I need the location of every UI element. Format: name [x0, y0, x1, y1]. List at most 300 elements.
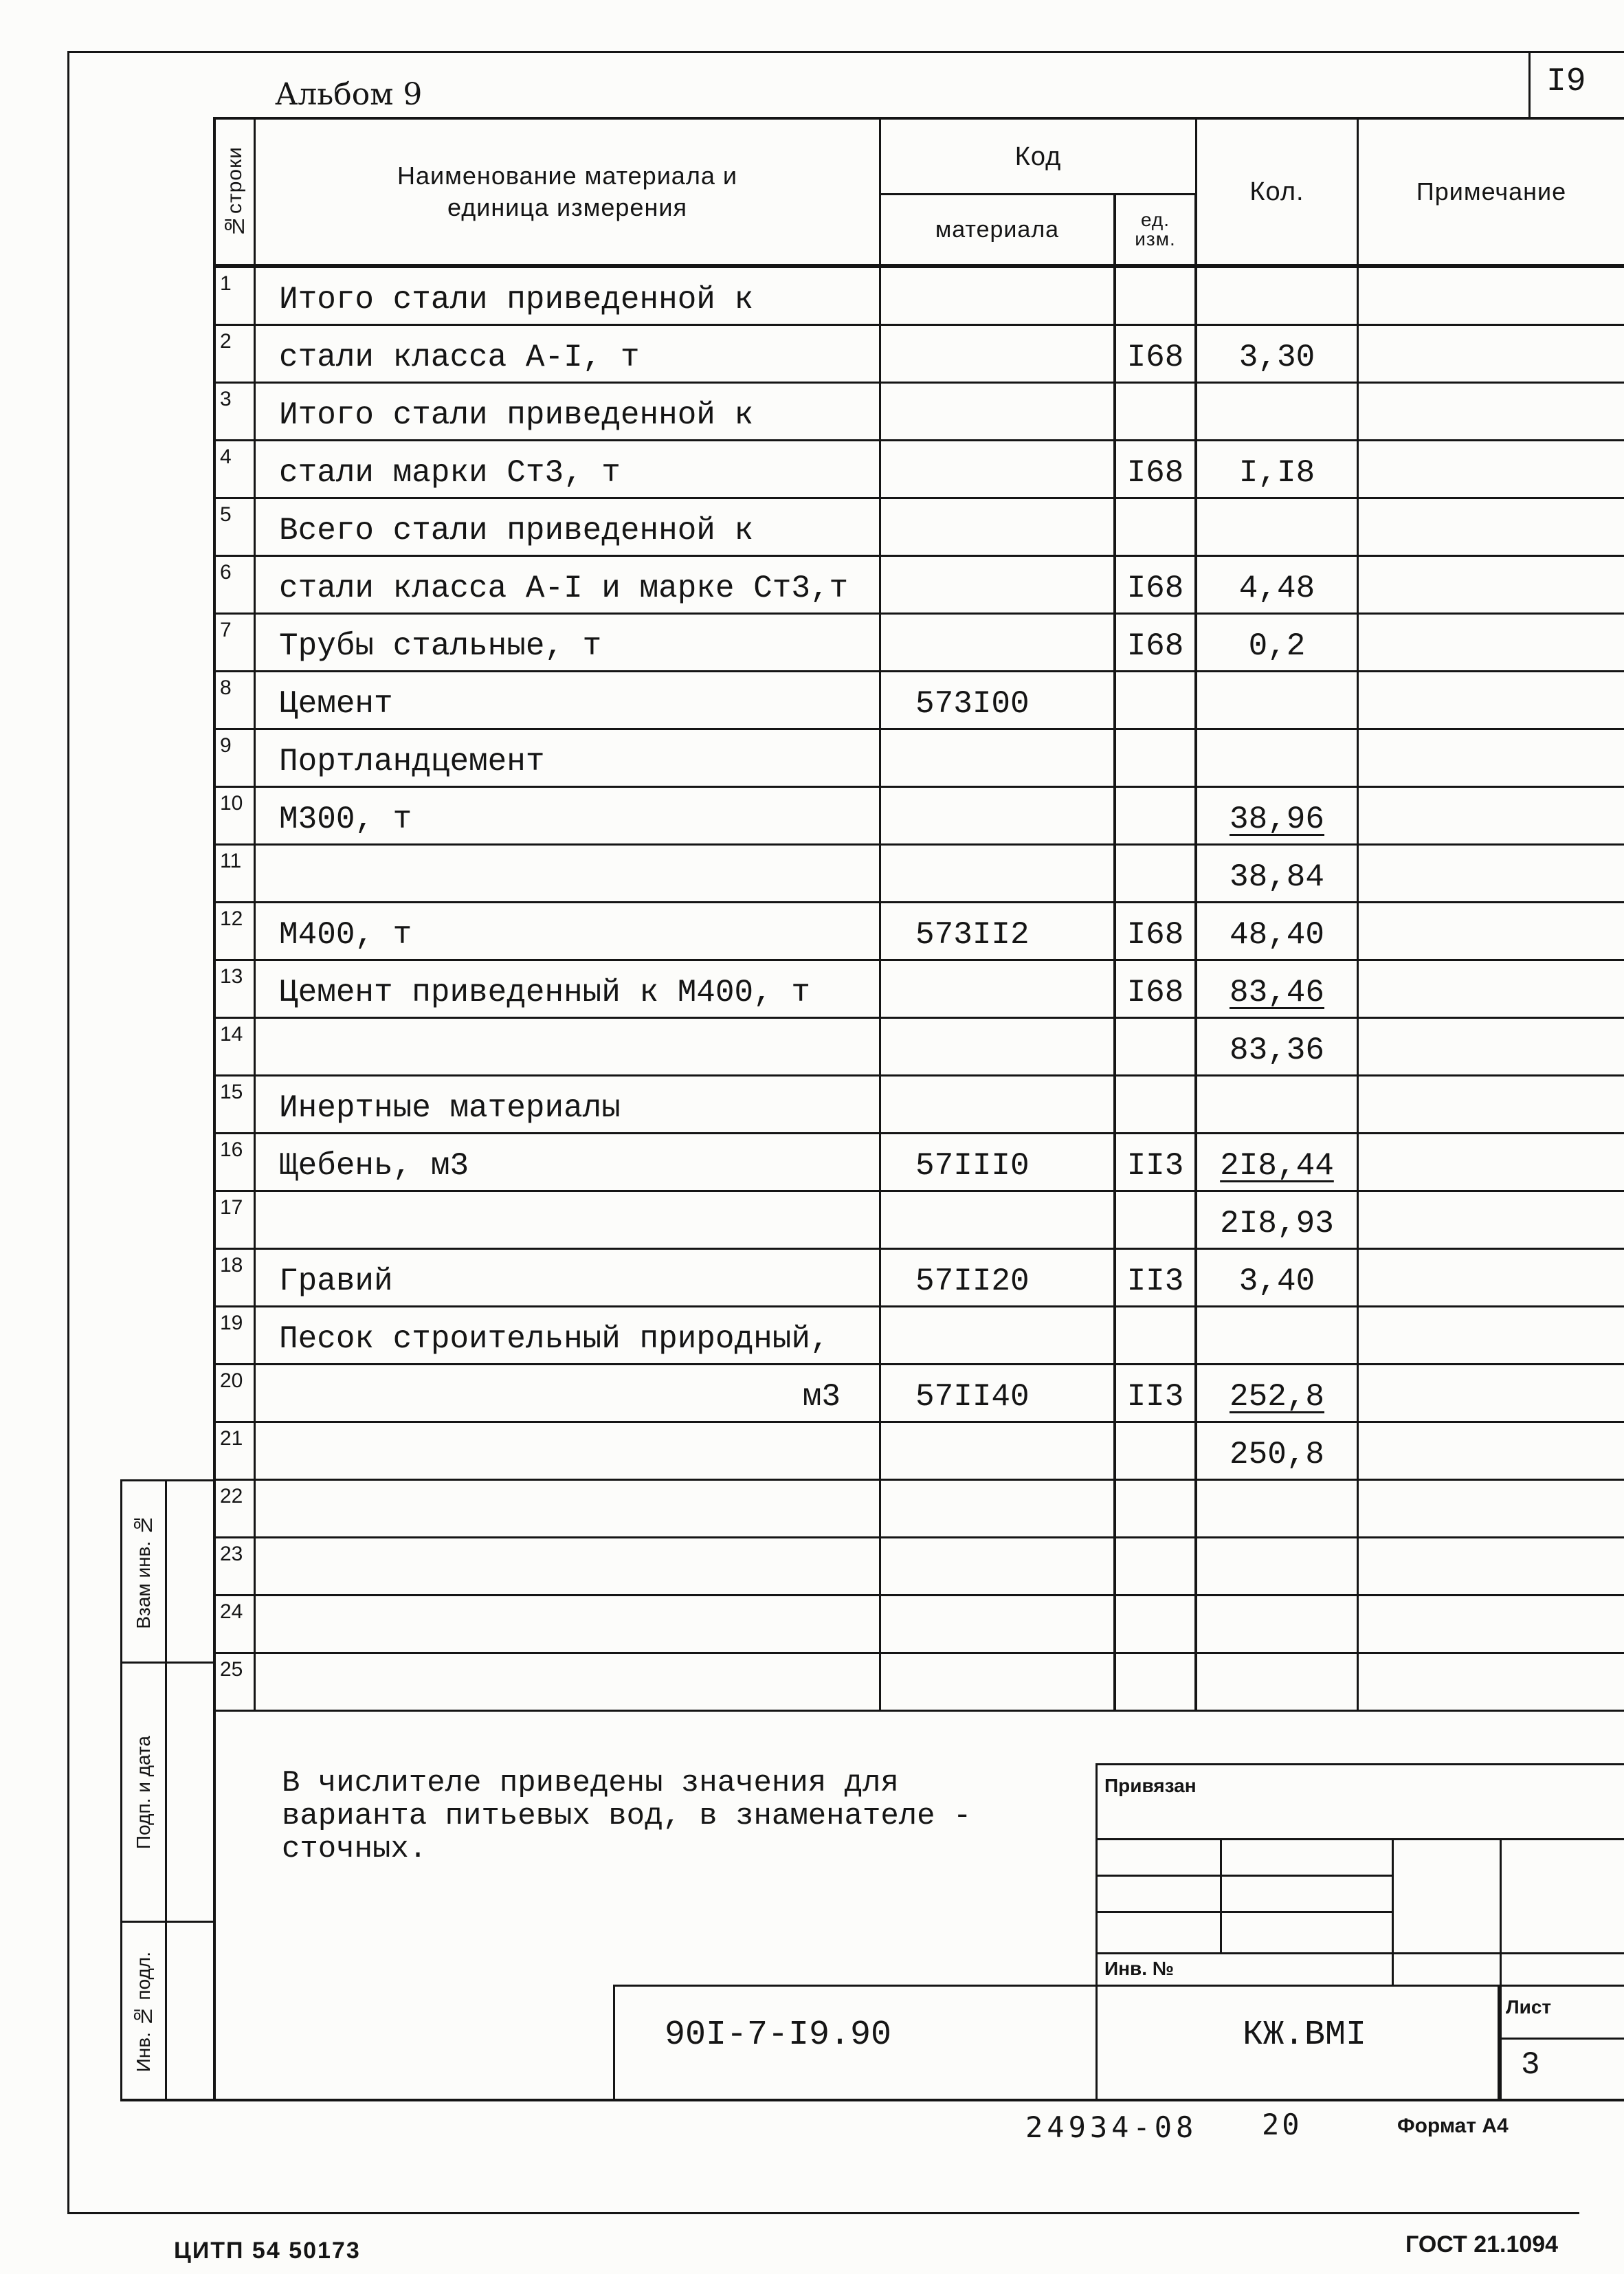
quantity-text: 2I8,93 [1220, 1205, 1334, 1241]
table-row [216, 499, 1624, 557]
quantity-text: 48,40 [1229, 916, 1325, 953]
quantity-text: 3,40 [1238, 1263, 1315, 1299]
row-number-text: 5 [220, 503, 232, 526]
material-code [881, 557, 1116, 615]
quantity-text: 0,2 [1248, 628, 1306, 664]
unit-code-text: I68 [1126, 454, 1184, 491]
stamp-grid-line [1098, 1838, 1624, 1840]
table-row [216, 615, 1624, 672]
footnote-text [282, 1767, 971, 1866]
material-name [256, 903, 881, 961]
material-code [881, 1596, 1116, 1654]
quantity [1197, 1654, 1359, 1712]
note-cell [1359, 1250, 1624, 1307]
frame-bottom-line [67, 2212, 1579, 2214]
table-row [216, 1654, 1624, 1712]
stamp-grid-line [1220, 1838, 1222, 1952]
material-name [256, 1596, 881, 1654]
note-cell [1359, 1134, 1624, 1192]
row-number-text: 8 [220, 676, 232, 699]
unit-code [1116, 1019, 1197, 1077]
unit-code [1116, 557, 1197, 615]
row-number-text: 16 [220, 1138, 243, 1161]
quantity [1197, 615, 1359, 672]
sheet-number: 3 [1521, 2047, 1540, 2083]
row-number [216, 903, 256, 961]
header-material-name [256, 120, 881, 266]
note-cell [1359, 1596, 1624, 1654]
material-name [256, 1481, 881, 1538]
copy-number: 20 [1262, 2108, 1302, 2141]
material-name [256, 788, 881, 846]
material-code [881, 1307, 1116, 1365]
row-number [216, 1481, 256, 1538]
material-code [881, 903, 1116, 961]
table-row [216, 384, 1624, 441]
stamp-replaced-inventory-value [167, 1481, 216, 1664]
material-name-text: М400, т [279, 916, 412, 953]
quantity-text: 3,30 [1238, 339, 1315, 375]
unit-code [1116, 672, 1197, 730]
material-code [881, 268, 1116, 326]
table-row [216, 846, 1624, 903]
quantity [1197, 326, 1359, 384]
note-cell [1359, 384, 1624, 441]
material-name [256, 846, 881, 903]
row-number [216, 1654, 256, 1712]
quantity-text: 252,8 [1229, 1378, 1325, 1415]
table-row [216, 961, 1624, 1019]
unit-code [1116, 961, 1197, 1019]
header-material-name-line2: единица измерения [447, 193, 687, 221]
sheet-label: Лист [1506, 1996, 1552, 2018]
stamp-original-inventory-value [167, 1923, 216, 2101]
row-number [216, 788, 256, 846]
row-number [216, 1134, 256, 1192]
unit-code [1116, 1250, 1197, 1307]
row-number [216, 615, 256, 672]
table-row [216, 326, 1624, 384]
quantity-text: 83,36 [1229, 1032, 1325, 1068]
unit-code [1116, 1423, 1197, 1481]
header-code-unit-line1: ед. [1140, 209, 1170, 230]
note-cell [1359, 961, 1624, 1019]
row-number [216, 1365, 256, 1423]
header-code: Код [881, 120, 1197, 195]
header-material-name-line1: Наименование материала и [397, 162, 737, 190]
quantity-text: 38,84 [1229, 859, 1325, 895]
note-cell [1359, 557, 1624, 615]
unit-code-text: I68 [1126, 570, 1184, 606]
row-number-text: 3 [220, 388, 232, 410]
table-row [216, 730, 1624, 788]
row-number [216, 1250, 256, 1307]
row-number-text: 23 [220, 1543, 243, 1565]
unit-code [1116, 499, 1197, 557]
quantity-text: 83,46 [1229, 974, 1325, 1011]
material-code-text: 57II20 [915, 1263, 1030, 1299]
quantity [1197, 903, 1359, 961]
material-code [881, 1250, 1116, 1307]
unit-code-text: II3 [1126, 1147, 1184, 1184]
inner-frame-bottom-line [120, 2099, 1624, 2101]
material-code [881, 1481, 1116, 1538]
note-cell [1359, 1365, 1624, 1423]
row-number [216, 499, 256, 557]
stamp-grid-line [1098, 1875, 1392, 1877]
quantity [1197, 1538, 1359, 1596]
quantity [1197, 730, 1359, 788]
material-code-text: 57III0 [915, 1147, 1030, 1184]
row-number [216, 1596, 256, 1654]
quantity [1197, 1365, 1359, 1423]
material-name-text: м3 [802, 1378, 841, 1415]
material-name [256, 672, 881, 730]
stamp-grid-line [1098, 1952, 1624, 1954]
quantity [1197, 1307, 1359, 1365]
header-code-unit [1116, 195, 1197, 266]
material-code [881, 1538, 1116, 1596]
unit-code [1116, 1077, 1197, 1134]
row-number [216, 1019, 256, 1077]
row-number-text: 6 [220, 561, 232, 584]
material-code-text: 573I00 [915, 685, 1030, 722]
table-body [216, 268, 1624, 1712]
row-number-text: 24 [220, 1600, 243, 1623]
row-number [216, 268, 256, 326]
material-name [256, 557, 881, 615]
row-number [216, 1192, 256, 1250]
unit-code [1116, 1307, 1197, 1365]
side-stamp [120, 1479, 216, 2101]
materials-table [213, 117, 1624, 1712]
material-code [881, 1192, 1116, 1250]
row-number-text: 12 [220, 907, 243, 930]
row-number-text: 14 [220, 1023, 243, 1046]
material-code [881, 672, 1116, 730]
row-number-text: 18 [220, 1254, 243, 1277]
footnote-line: В числителе приведены значения для [282, 1766, 899, 1800]
table-header [216, 120, 1624, 268]
table-row [216, 441, 1624, 499]
table-row [216, 1538, 1624, 1596]
footnote-line: сточных. [282, 1832, 427, 1866]
material-code [881, 1423, 1116, 1481]
row-number-text: 20 [220, 1369, 243, 1392]
unit-code [1116, 1538, 1197, 1596]
note-cell [1359, 499, 1624, 557]
header-code-unit-line2: изм. [1135, 228, 1176, 250]
note-cell [1359, 788, 1624, 846]
table-row [216, 1596, 1624, 1654]
row-number [216, 672, 256, 730]
material-code [881, 730, 1116, 788]
quantity-text: 250,8 [1229, 1436, 1325, 1472]
row-number-text: 7 [220, 619, 232, 641]
quantity [1197, 961, 1359, 1019]
material-name-text: Итого стали приведенной к [279, 397, 754, 433]
unit-code [1116, 730, 1197, 788]
note-cell [1359, 1077, 1624, 1134]
material-name-text: стали марки Ст3, т [279, 454, 621, 491]
material-name-text: Всего стали приведенной к [279, 512, 754, 549]
quantity [1197, 846, 1359, 903]
material-name [256, 1365, 881, 1423]
unit-code [1116, 788, 1197, 846]
header-note: Примечание [1359, 120, 1624, 266]
unit-code-text: I68 [1126, 339, 1184, 375]
material-code [881, 441, 1116, 499]
unit-code [1116, 1654, 1197, 1712]
quantity [1197, 1596, 1359, 1654]
header-row-number-text: №строки [223, 146, 246, 237]
sheet-cell-border [1498, 1987, 1500, 2099]
row-number [216, 384, 256, 441]
row-number [216, 1423, 256, 1481]
note-cell [1359, 903, 1624, 961]
page-number-box [1528, 51, 1531, 117]
unit-code-text: II3 [1126, 1263, 1184, 1299]
material-name [256, 1192, 881, 1250]
material-name-text: Щебень, м3 [279, 1147, 469, 1184]
stamp-signature-date-value [167, 1664, 216, 1923]
quantity [1197, 441, 1359, 499]
frame-left-line [67, 51, 69, 2214]
row-number [216, 961, 256, 1019]
table-row [216, 672, 1624, 730]
material-name-text: Цемент приведенный к М400, т [279, 974, 810, 1011]
footnote-line: варианта питьевых вод, в знаменателе - [282, 1799, 972, 1833]
note-cell [1359, 1019, 1624, 1077]
material-name [256, 268, 881, 326]
note-cell [1359, 615, 1624, 672]
table-row [216, 1134, 1624, 1192]
note-cell [1359, 268, 1624, 326]
quantity-text: 2I8,44 [1220, 1147, 1334, 1184]
page-number: I9 [1546, 63, 1586, 100]
table-row [216, 1077, 1624, 1134]
row-number-text: 2 [220, 330, 232, 353]
material-name-text: Песок строительный природный, [279, 1321, 830, 1357]
stamp-grid-line [1098, 1911, 1392, 1913]
unit-code [1116, 268, 1197, 326]
material-code-text: 573II2 [915, 916, 1030, 953]
material-name-text: Итого стали приведенной к [279, 281, 754, 318]
quantity [1197, 1423, 1359, 1481]
quantity-text: 38,96 [1229, 801, 1325, 837]
material-name-text: стали класса А-I и марке Ст3,т [279, 570, 849, 606]
note-cell [1359, 1192, 1624, 1250]
table-row [216, 1019, 1624, 1077]
material-name [256, 1077, 881, 1134]
row-number [216, 1538, 256, 1596]
table-row [216, 1481, 1624, 1538]
unit-code [1116, 615, 1197, 672]
document-code: 90I-7-I9.90 [665, 2016, 892, 2055]
material-name [256, 1423, 881, 1481]
table-row [216, 1192, 1624, 1250]
table-row [216, 1307, 1624, 1365]
material-code [881, 1019, 1116, 1077]
quantity [1197, 672, 1359, 730]
material-code [881, 326, 1116, 384]
quantity [1197, 1250, 1359, 1307]
quantity-text: 4,48 [1238, 570, 1315, 606]
row-number-text: 19 [220, 1312, 243, 1334]
quantity [1197, 499, 1359, 557]
material-name-text: стали класса А-I, т [279, 339, 640, 375]
material-code-text: 57II40 [915, 1378, 1030, 1415]
stamp-grid-line [1392, 1838, 1394, 1987]
material-code [881, 1134, 1116, 1192]
quantity [1197, 1019, 1359, 1077]
material-name [256, 1134, 881, 1192]
note-cell [1359, 441, 1624, 499]
quantity [1197, 1134, 1359, 1192]
order-number: 24934-08 [1025, 2110, 1198, 2144]
material-name [256, 1654, 881, 1712]
header-quantity: Кол. [1197, 120, 1359, 266]
note-cell [1359, 1538, 1624, 1596]
material-code [881, 1365, 1116, 1423]
row-number-text: 10 [220, 792, 243, 815]
unit-code [1116, 1596, 1197, 1654]
material-name-text: Цемент [279, 685, 393, 722]
material-code [881, 846, 1116, 903]
material-name [256, 1019, 881, 1077]
row-number-text: 4 [220, 445, 232, 468]
sheet-cell-divider [1498, 2038, 1624, 2040]
note-cell [1359, 1654, 1624, 1712]
quantity [1197, 384, 1359, 441]
material-code [881, 1654, 1116, 1712]
material-name [256, 730, 881, 788]
note-cell [1359, 1307, 1624, 1365]
material-name-text: Портландцемент [279, 743, 545, 780]
row-number-text: 15 [220, 1081, 243, 1103]
note-cell [1359, 672, 1624, 730]
row-number [216, 730, 256, 788]
material-name-text: Инертные материалы [279, 1090, 621, 1126]
material-code [881, 615, 1116, 672]
note-cell [1359, 1481, 1624, 1538]
material-code [881, 499, 1116, 557]
table-row [216, 1423, 1624, 1481]
unit-code [1116, 326, 1197, 384]
quantity-text: I,I8 [1238, 454, 1315, 491]
row-number [216, 846, 256, 903]
row-number-text: 13 [220, 965, 243, 988]
quantity [1197, 268, 1359, 326]
material-code [881, 384, 1116, 441]
unit-code-text: I68 [1126, 974, 1184, 1011]
inventory-number-label: Инв. № [1104, 1958, 1175, 1979]
table-row [216, 1250, 1624, 1307]
material-code [881, 961, 1116, 1019]
table-row [216, 1365, 1624, 1423]
row-number-text: 17 [220, 1196, 243, 1219]
row-number [216, 1307, 256, 1365]
material-code [881, 1077, 1116, 1134]
row-number [216, 326, 256, 384]
material-name-text: М300, т [279, 801, 412, 837]
row-number-text: 9 [220, 734, 232, 757]
table-row [216, 557, 1624, 615]
row-number [216, 441, 256, 499]
frame-top-line [67, 51, 1624, 53]
quantity [1197, 557, 1359, 615]
row-number-text: 11 [220, 850, 242, 872]
title-block [613, 1985, 1624, 2099]
attachment-label: Привязан [1104, 1775, 1197, 1796]
row-number [216, 557, 256, 615]
unit-code [1116, 1192, 1197, 1250]
album-label: Альбом 9 [275, 77, 423, 112]
material-name [256, 1538, 881, 1596]
row-number [216, 1077, 256, 1134]
unit-code-text: II3 [1126, 1378, 1184, 1415]
unit-code [1116, 846, 1197, 903]
material-name [256, 1250, 881, 1307]
note-cell [1359, 1423, 1624, 1481]
material-code [881, 788, 1116, 846]
unit-code [1116, 1365, 1197, 1423]
row-number-text: 25 [220, 1658, 243, 1681]
stamp-signature-date-label: Подп. и дата [133, 1735, 154, 1849]
quantity [1197, 788, 1359, 846]
unit-code-text: I68 [1126, 628, 1184, 664]
quantity [1197, 1077, 1359, 1134]
material-name [256, 961, 881, 1019]
row-number-text: 1 [220, 272, 232, 295]
table-row [216, 788, 1624, 846]
format-label: Формат А4 [1397, 2115, 1509, 2137]
note-cell [1359, 326, 1624, 384]
material-name [256, 499, 881, 557]
drawing-mark: КЖ.ВМI [1243, 2016, 1367, 2055]
header-row-number [216, 120, 256, 266]
header-code-material: материала [881, 195, 1116, 266]
stamp-replaced-inventory-label: Взам инв. № [133, 1514, 154, 1629]
material-name [256, 326, 881, 384]
row-number-text: 21 [220, 1427, 243, 1450]
note-cell [1359, 730, 1624, 788]
stamp-signature-date-cell [122, 1664, 167, 1923]
table-row [216, 268, 1624, 326]
note-cell [1359, 846, 1624, 903]
quantity [1197, 1192, 1359, 1250]
material-name [256, 384, 881, 441]
stamp-original-inventory-cell [122, 1923, 167, 2101]
printer-label: ЦИТП 54 50173 [174, 2238, 361, 2264]
unit-code [1116, 1134, 1197, 1192]
stamp-original-inventory-label: Инв. № подл. [133, 1951, 154, 2073]
material-name [256, 615, 881, 672]
unit-code [1116, 384, 1197, 441]
table-row [216, 903, 1624, 961]
stamp-replaced-inventory-cell [122, 1481, 167, 1664]
material-name-text: Трубы стальные, т [279, 628, 602, 664]
row-number-text: 22 [220, 1485, 243, 1508]
material-name [256, 1307, 881, 1365]
material-name-text: Гравий [279, 1263, 393, 1299]
standard-label: ГОСТ 21.1094 [1405, 2231, 1559, 2258]
unit-code [1116, 441, 1197, 499]
unit-code-text: I68 [1126, 916, 1184, 953]
quantity [1197, 1481, 1359, 1538]
material-name [256, 441, 881, 499]
unit-code [1116, 1481, 1197, 1538]
